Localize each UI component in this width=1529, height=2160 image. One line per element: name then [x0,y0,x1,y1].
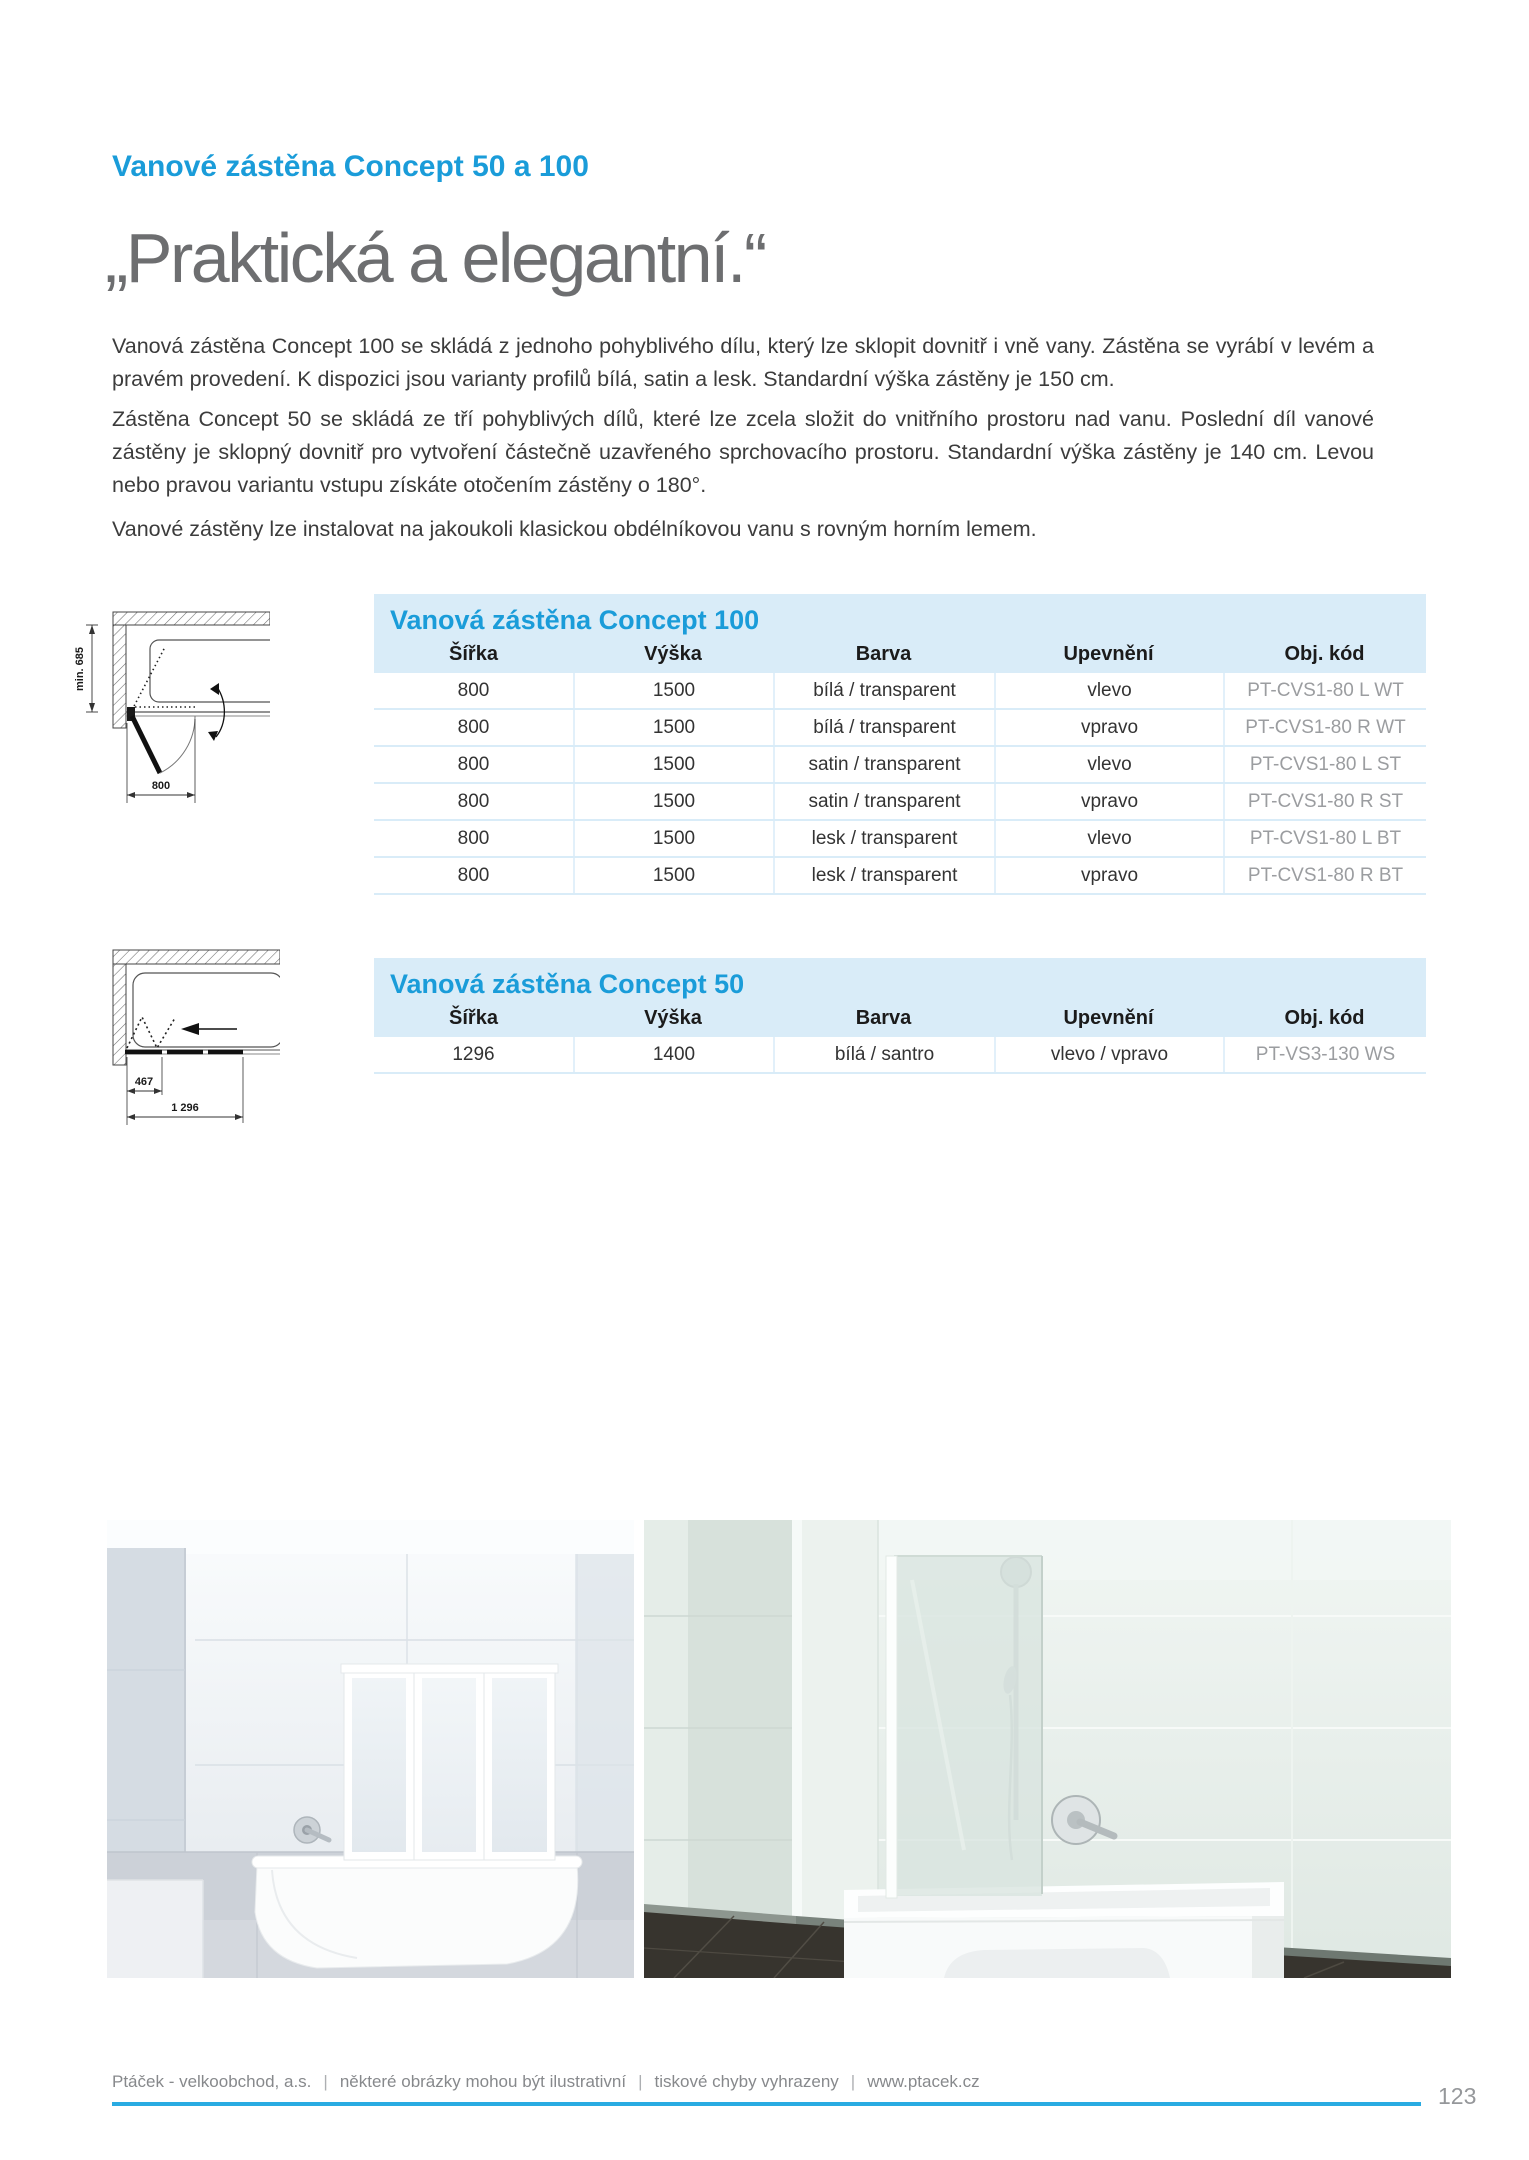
photo-concept-100 [644,1520,1451,1978]
column-header: Upevnění [1063,643,1154,665]
table-cell-code: PT-CVS1-80 R BT [1223,858,1426,893]
table-cell: 1500 [573,747,773,782]
table-cell: vlevo / vpravo [994,1037,1223,1072]
table-cell-code: PT-CVS1-80 L WT [1223,673,1426,708]
table-cell: vlevo [994,821,1223,856]
paragraph-installation: Vanové zástěny lze instalovat na jakoukoli klasickou obdélníkovou vanu s rovným horním lemem. [112,517,1037,541]
table-cell: bílá / santro [773,1037,994,1072]
table-cell: vpravo [994,784,1223,819]
table-cell: 1296 [452,1044,495,1065]
drawing-concept-50-plan [75,945,280,1145]
footer-disclaimer-print: tiskové chyby vyhrazeny [654,2072,839,2091]
table-cell: 800 [457,865,490,886]
dimension-label: 467 [134,1076,154,1088]
table-title: Vanová zástěna Concept 100 [390,605,760,635]
table-cell: 800 [457,754,490,775]
table-cell: vpravo [994,710,1223,745]
footer-website: www.ptacek.cz [867,2072,980,2091]
footer-separator: | [850,2072,856,2091]
paragraph-concept-100: Vanová zástěna Concept 100 se skládá z jednoho pohyblivého dílu, který lze sklopit dovnitř i vně vany. Zástěna se vyrábí v levém a pravém provedení. K dispozici jsou varianty profilů bílá, satin a lesk. Standardní výška zástěny je 150 cm. [112,334,1374,391]
footer-separator: | [323,2072,328,2091]
page-title: „Praktická a elegantní.“ [105,219,765,297]
footer-disclaimer-images: některé obrázky mohou být ilustrativní [339,2072,627,2091]
table-row [374,745,1426,782]
table-cell: 800 [457,717,490,738]
footer-company: Ptáček - velkoobchod, a.s. [112,2072,312,2091]
table-cell-code: PT-CVS1-80 L BT [1223,821,1426,856]
dimension-label: 1 296 [171,1102,199,1114]
footer [112,2072,980,2092]
table-row [374,708,1426,745]
table-cell: satin / transparent [773,784,994,819]
column-header: Výška [644,643,702,665]
footer-separator: | [638,2072,643,2091]
table-row [374,782,1426,819]
section-kicker: Vanové zástěna Concept 50 a 100 [112,150,589,183]
column-header: Výška [644,1007,702,1029]
table-cell: vlevo [994,673,1223,708]
table-title: Vanová zástěna Concept 50 [390,969,745,999]
table-cell: 800 [457,791,490,812]
column-header: Obj. kód [1284,1007,1365,1029]
table-cell: bílá / transparent [773,710,994,745]
table-cell-code: PT-VS3-130 WS [1223,1037,1426,1072]
dimension-label: 800 [151,780,171,792]
table-cell: 1500 [573,673,773,708]
table-cell-code: PT-CVS1-80 R ST [1223,784,1426,819]
table-cell: vpravo [994,858,1223,893]
table-cell: lesk / transparent [773,858,994,893]
table-concept-100 [374,594,1426,895]
table-header [374,958,1426,1037]
drawing-concept-100-plan [75,585,270,835]
table-cell: 1500 [573,710,773,745]
table-cell: 800 [457,680,490,701]
table-row [374,1037,1426,1072]
photo-concept-50 [107,1520,634,1978]
table-cell-code: PT-CVS1-80 L ST [1223,747,1426,782]
dimension-label: min. 685 [75,646,86,692]
column-header: Šířka [449,1007,498,1029]
table-cell: 1500 [573,784,773,819]
table-cell: 1500 [573,821,773,856]
table-row [374,673,1426,708]
table-cell: satin / transparent [773,747,994,782]
table-concept-50 [374,958,1426,1074]
table-cell: 800 [457,828,490,849]
table-cell: 1500 [573,858,773,893]
table-row [374,856,1426,893]
page-number: 123 [1438,2083,1477,2109]
table-header [374,594,1426,673]
column-header: Barva [855,643,912,665]
table-cell: vlevo [994,747,1223,782]
table-row [374,819,1426,856]
paragraph-concept-50: Zástěna Concept 50 se skládá ze tří pohyblivých dílů, které lze zcela složit do vnitřního prostoru nad vanu. Poslední díl vanové zástěny je sklopný dovnitř pro vytvoření částečně uzavřeného sprchovacího prostoru. Standardní výška zástěny je 140 cm. Levou nebo pravou variantu vstupu získáte otočením zástěny o 180°. [112,407,1374,497]
column-header: Obj. kód [1284,643,1365,665]
column-header: Upevnění [1063,1007,1154,1029]
column-header: Barva [855,1007,912,1029]
column-header: Šířka [449,643,498,665]
table-cell: bílá / transparent [773,673,994,708]
table-cell: lesk / transparent [773,821,994,856]
footer-rule [112,2102,1421,2106]
table-cell-code: PT-CVS1-80 R WT [1223,710,1426,745]
table-cell: 1400 [573,1037,773,1072]
